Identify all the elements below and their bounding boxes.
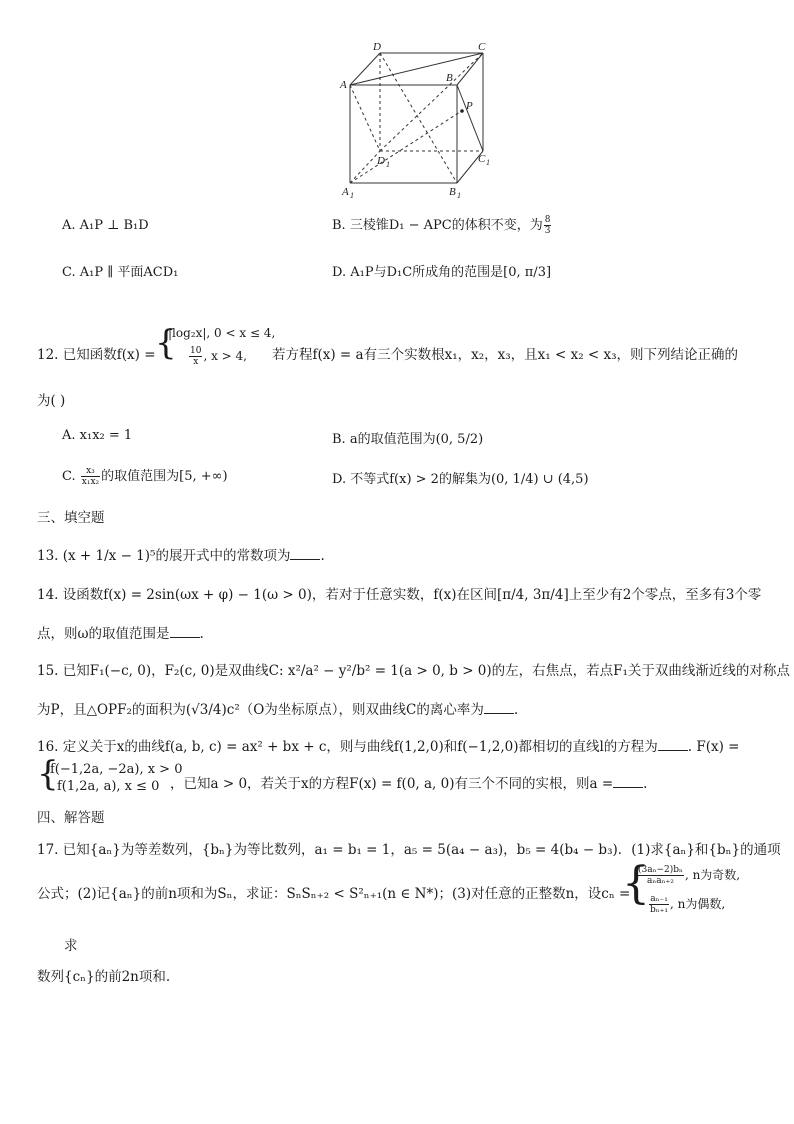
label-B1-sub: 1	[457, 191, 461, 198]
label-A1-sub: 1	[350, 191, 354, 198]
label-D: D	[373, 41, 381, 53]
q15-blank[interactable]	[484, 701, 514, 714]
section-fill-in: 三、填空题	[37, 510, 105, 526]
q12-brace: {	[155, 323, 177, 363]
q11-option-a: A. A₁P ⊥ B₁D	[62, 218, 149, 233]
point-P	[460, 109, 464, 113]
q12-option-d: D. 不等式f(x) > 2的解集为(0, 1/4) ∪ (4,5)	[332, 472, 589, 487]
q16-blank-2[interactable]	[613, 775, 643, 788]
q11-option-c: C. A₁P ∥ 平面ACD₁	[62, 265, 179, 280]
q12-case-2: $\frac{10}{x}$ , x > 4,	[190, 346, 247, 367]
diag-A-D1	[350, 85, 380, 151]
q15-line-2: 为P，且△OPF₂的面积为(√3/4)c²（O为坐标原点），则双曲线C的离心率为 .	[37, 702, 519, 718]
label-A: A	[340, 79, 347, 91]
diag-A-C	[350, 53, 483, 85]
q13-blank[interactable]	[290, 547, 320, 560]
section-answer: 四、解答题	[37, 810, 105, 826]
label-B1: B	[449, 186, 456, 198]
q12-rest: 若方程f(x) = a有三个实数根x₁，x₂，x₃，且x₁ < x₂ < x₃，则下列结论正确的	[272, 347, 739, 363]
q12-option-b: B. a的取值范围为(0, 5/2)	[332, 432, 484, 447]
q16-case-1: f(−1,2a, −2a), x > 0	[50, 762, 183, 777]
q17-line-2: 公式；(2)记{aₙ}的前n项和为Sₙ，求证：SₙSₙ₊₂ < S²ₙ₊₁(n ∈ N*)；(3)对任意的正整数n，设cₙ =	[37, 886, 631, 902]
diag-A1-P	[350, 112, 460, 183]
diag-B-C1	[457, 85, 483, 151]
q12-lead: 12. 已知函数f(x) =	[37, 347, 156, 363]
q12-line-2: 为( )	[37, 393, 66, 409]
label-P: P	[466, 100, 473, 112]
q16-case-2: f(1,2a, a), x ≤ 0	[57, 779, 160, 794]
q13: 13. (x + 1/x − 1)⁵的展开式中的常数项为 .	[37, 548, 325, 564]
q16-blank-1[interactable]	[658, 738, 688, 751]
q16-brace: {	[37, 754, 59, 794]
q17-line-3: 求	[64, 938, 78, 954]
q16-line-2: ，已知a > 0，若关于x的方程F(x) = f(0, a, 0)有三个不同的实根，则a = .	[170, 776, 648, 792]
label-A1: A	[342, 186, 349, 198]
label-C1-sub: 1	[486, 158, 490, 167]
q14-line-2: 点，则ω的取值范围是 .	[37, 626, 204, 642]
q11-option-d: D. A₁P与D₁C所成角的范围是[0, π/3]	[332, 265, 552, 280]
edge-B-C	[457, 53, 483, 85]
q17-line-4: 数列{cₙ}的前2n项和.	[37, 969, 171, 985]
q15-line-1: 15. 已知F₁(−c, 0)，F₂(c, 0)是双曲线C: x²/a² − y²/b² = 1(a > 0, b > 0)的左，右焦点，若点F₁关于双曲线渐近线的对称点	[37, 663, 790, 679]
q12-option-c: C. $\frac{\text{x₃}}{\text{x₁x₂}}$ 的取值范围为[5, +∞)	[62, 466, 228, 487]
q12-case-1: |log₂x|, 0 < x ≤ 4,	[168, 326, 276, 340]
q16-line-1: 16. 定义关于x的曲线f(a, b, c) = ax² + bx + c，则与曲线f(1,2,0)和f(−1,2,0)都相切的直线l的方程为 . F(x) =	[37, 739, 740, 755]
label-C: C	[478, 41, 486, 53]
q17-brace: {	[622, 858, 650, 909]
label-B: B	[446, 72, 453, 84]
q17-case-1: $\frac{\text{(3aₙ−2)bₙ}}{\text{aₙaₙ₊₂}}$ , n为奇数,	[638, 865, 741, 886]
label-C1: C	[478, 153, 486, 165]
q17-line-1: 17. 已知{aₙ}为等差数列，{bₙ}为等比数列，a₁ = b₁ = 1，a₅ = 5(a₄ − a₃)，b₅ = 4(b₄ − b₃)．(1)求{aₙ}和{bₙ}的通项	[37, 842, 781, 858]
label-D1: D	[377, 155, 385, 167]
q12-option-a: A. x₁x₂ = 1	[62, 428, 133, 443]
edge-A-D	[350, 53, 380, 85]
q11-option-b: B. 三棱锥D₁ − APC的体积不变，为 $\frac{8}{3}$	[332, 215, 551, 236]
q14-line-1: 14. 设函数f(x) = 2sin(ωx + φ) − 1(ω > 0)，若对于任意实数，f(x)在区间[π/4, 3π/4]上至少有2个零点，至多有3个零	[37, 587, 762, 603]
label-D1-sub: 1	[386, 160, 390, 169]
q17-case-2: $\frac{\text{aₙ₋₁}}{\text{bₙ₊₁}}$ , n为偶数,	[650, 894, 726, 915]
cube-figure	[335, 38, 505, 198]
q14-blank[interactable]	[170, 625, 200, 638]
